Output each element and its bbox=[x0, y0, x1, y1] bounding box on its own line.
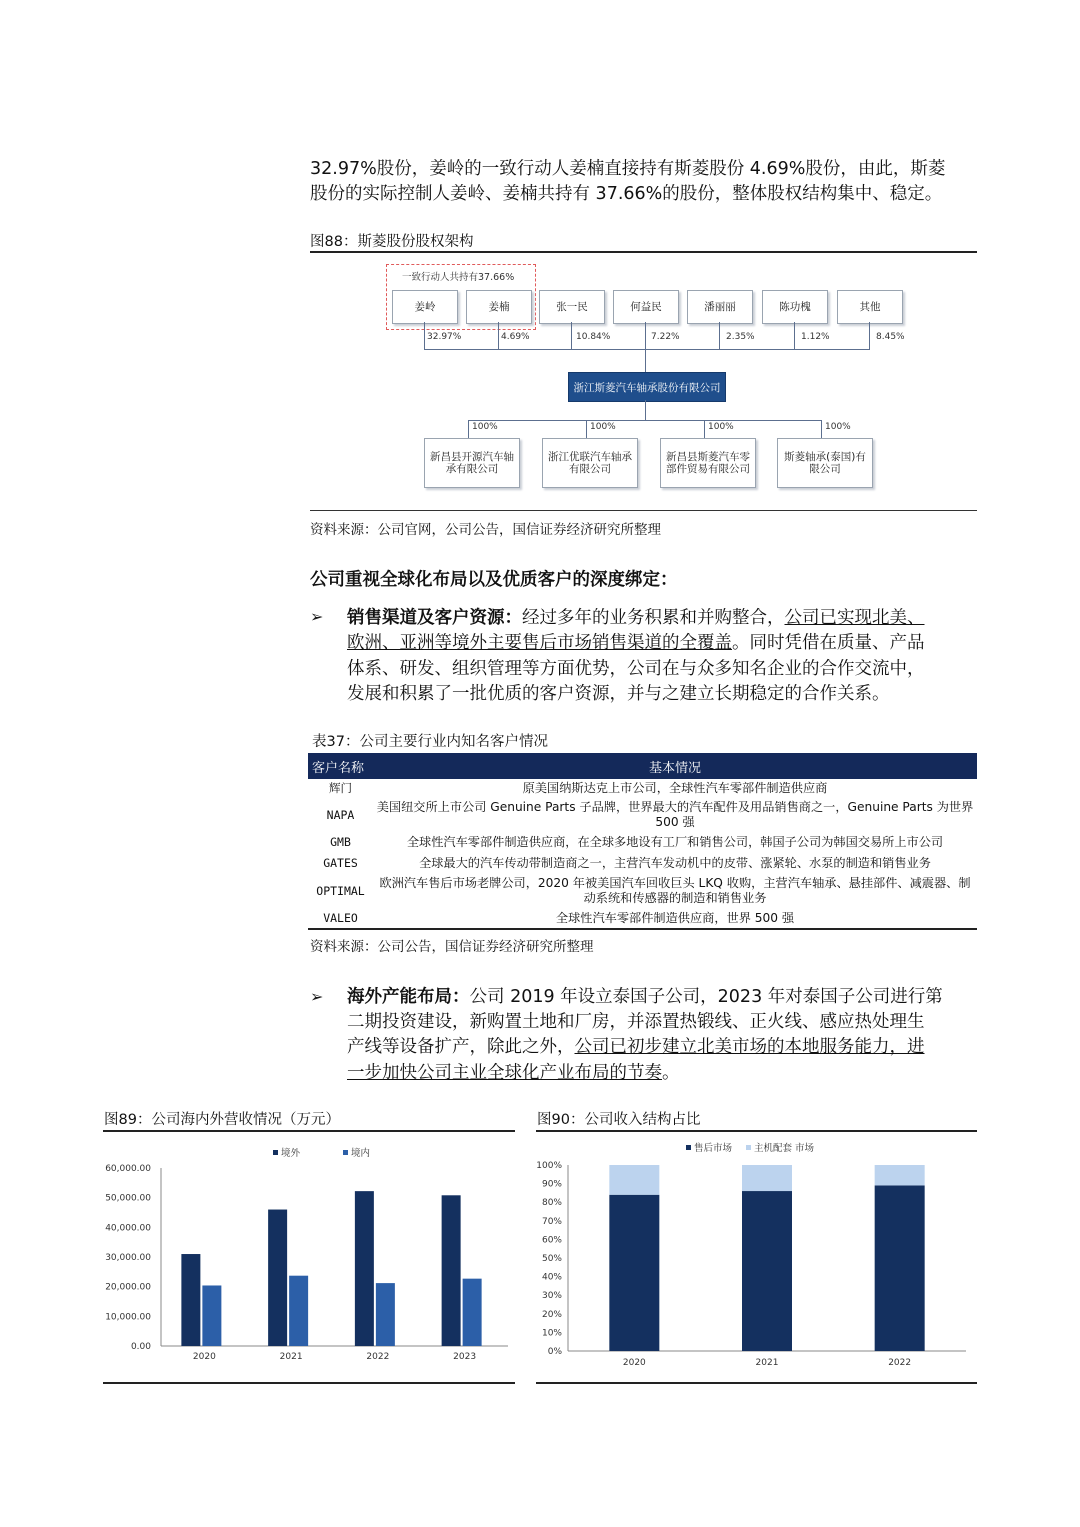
bullet1-line-3: 体系、研发、组织管理等方面优势，公司在与众多知名企业的合作交流中， bbox=[347, 659, 925, 679]
bullet-arrow-icon: ➢ bbox=[310, 987, 324, 1006]
y-tick-label: 40% bbox=[541, 1272, 562, 1283]
shareholder-name: 其他 bbox=[859, 301, 881, 313]
fig88-org-chart bbox=[310, 252, 977, 510]
table-row bbox=[308, 832, 977, 853]
concert-group-label: 一致行动人共持有37.66% bbox=[402, 272, 515, 283]
bar-售后市场 bbox=[742, 1191, 792, 1351]
shareholder-box bbox=[762, 290, 828, 324]
y-tick-label: 10% bbox=[541, 1328, 562, 1339]
x-tick-label: 2022 bbox=[366, 1352, 390, 1362]
connector-line bbox=[468, 420, 469, 438]
connector-line bbox=[869, 322, 870, 350]
legend-swatch bbox=[686, 1145, 691, 1150]
bullet1-text: 经过多年的业务积累和并购整合， bbox=[522, 608, 785, 628]
company-box bbox=[568, 372, 726, 402]
legend-label: 售后市场 bbox=[694, 1143, 733, 1154]
bullet2-title: 海外产能布局： bbox=[347, 987, 470, 1007]
legend-swatch bbox=[273, 1150, 278, 1155]
customer-name: GMB bbox=[330, 835, 351, 849]
shareholder-box bbox=[613, 290, 679, 324]
customer-info: 全球性汽车零部件制造供应商，世界 500 强 bbox=[555, 910, 795, 925]
bullet1-line-4: 发展和积累了一批优质的客户资源，并与之建立长期稳定的合作关系。 bbox=[347, 684, 890, 704]
connector-line bbox=[704, 420, 705, 438]
customer-name: 辉门 bbox=[329, 781, 352, 795]
bullet1-underline: 欧洲、亚洲等境外主要售后市场销售渠道的全覆盖 bbox=[347, 633, 732, 653]
shareholder-pct: 4.69% bbox=[501, 332, 530, 342]
subsidiary-box bbox=[660, 438, 756, 488]
legend-swatch bbox=[343, 1150, 348, 1155]
fig88-source: 资料来源：公司官网，公司公告，国信证券经济研究所整理 bbox=[310, 522, 661, 538]
y-tick-label: 50% bbox=[541, 1254, 562, 1264]
y-tick-label: 0.00 bbox=[130, 1342, 151, 1352]
table37-caption: 表37：公司主要行业内知名客户情况 bbox=[312, 734, 548, 750]
legend-label: 主机配套 市场 bbox=[754, 1143, 815, 1154]
fig90-caption: 图90：公司收入结构占比 bbox=[537, 1112, 701, 1128]
y-tick-label: 20% bbox=[541, 1309, 562, 1320]
bar-主机配套 市场 bbox=[875, 1165, 925, 1185]
table-row bbox=[308, 908, 977, 928]
connector-line bbox=[586, 420, 587, 438]
connector-line bbox=[468, 420, 822, 421]
bullet1-underline: 公司已实现北美、 bbox=[784, 608, 925, 628]
x-tick-label: 2020 bbox=[622, 1358, 646, 1368]
customer-info: 原美国纳斯达克上市公司，全球性汽车零部件制造供应商 bbox=[522, 781, 828, 795]
y-tick-label: 60% bbox=[541, 1235, 562, 1246]
connector-line bbox=[794, 322, 795, 350]
bullet1-title: 销售渠道及客户资源： bbox=[347, 608, 522, 628]
fig90-bottom-rule bbox=[536, 1382, 977, 1384]
bar-境外 bbox=[442, 1195, 461, 1346]
y-tick-label: 80% bbox=[541, 1198, 562, 1209]
shareholder-name: 潘丽丽 bbox=[704, 301, 736, 313]
shareholder-pct: 1.12% bbox=[801, 332, 830, 342]
subsidiary-pct: 100% bbox=[708, 422, 734, 432]
shareholder-name: 姜岭 bbox=[414, 301, 436, 313]
customer-name: NAPA bbox=[326, 807, 355, 822]
y-tick-label: 0% bbox=[547, 1347, 562, 1357]
bar-境内 bbox=[376, 1283, 395, 1346]
table-header-info: 基本情况 bbox=[373, 753, 977, 779]
bullet2-underline: 一步加快公司主业全球化产业布局的节奏 bbox=[347, 1063, 662, 1083]
bullet2-line-4 bbox=[347, 1060, 680, 1086]
connector-line bbox=[571, 322, 572, 350]
table-row bbox=[308, 779, 977, 798]
bar-售后市场 bbox=[875, 1185, 925, 1351]
shareholder-name: 何益民 bbox=[630, 301, 662, 313]
fig89-bottom-rule bbox=[103, 1382, 515, 1384]
intro-line-1: 32.97%股份，姜岭的一致行动人姜楠直接持有斯菱股份 4.69%股份，由此，斯菱 bbox=[310, 159, 946, 179]
bullet2-line-2: 二期投资建设，新购置土地和厂房，并添置热锻线、正火线、感应热处理生 bbox=[347, 1012, 925, 1032]
shareholder-box bbox=[392, 290, 458, 324]
table-row bbox=[308, 853, 977, 874]
shareholder-box bbox=[837, 290, 903, 324]
subsidiary-name: 浙江优联汽车轴承有限公司 bbox=[548, 451, 632, 475]
intro-line-2: 股份的实际控制人姜岭、姜楠共持有 37.66%的股份，整体股权结构集中、稳定。 bbox=[310, 184, 943, 204]
customer-table bbox=[308, 753, 977, 928]
subsidiary-box bbox=[542, 438, 638, 488]
x-tick-label: 2021 bbox=[279, 1352, 303, 1362]
connector-line bbox=[424, 322, 425, 350]
shareholder-pct: 8.45% bbox=[876, 332, 905, 342]
shareholder-box bbox=[539, 290, 605, 324]
customer-info: 全球性汽车零部件制造供应商，在全球多地设有工厂和销售公司，韩国子公司为韩国交易所上市公司 bbox=[406, 835, 944, 849]
connector-line bbox=[645, 349, 646, 372]
y-tick-label: 10,000.00 bbox=[105, 1312, 151, 1323]
legend-label: 境内 bbox=[351, 1148, 371, 1159]
bar-境内 bbox=[289, 1276, 308, 1346]
table37-bottom-rule bbox=[308, 928, 977, 930]
revenue-structure-chart bbox=[536, 1132, 977, 1382]
table37-source: 资料来源：公司公告，国信证券经济研究所整理 bbox=[310, 939, 594, 955]
bullet1-line-1 bbox=[347, 605, 925, 631]
bullet2-line-1 bbox=[347, 984, 943, 1010]
y-tick-label: 50,000.00 bbox=[105, 1193, 151, 1204]
shareholder-name: 姜楠 bbox=[488, 301, 510, 313]
bullet1-text: 。同时凭借在质量、产品 bbox=[732, 633, 925, 653]
legend-swatch bbox=[746, 1145, 751, 1150]
subsidiary-box bbox=[777, 438, 873, 488]
shareholder-box bbox=[466, 290, 532, 324]
bar-境外 bbox=[181, 1254, 200, 1346]
shareholder-box bbox=[687, 290, 753, 324]
bar-主机配套 市场 bbox=[609, 1165, 659, 1195]
section-heading: 公司重视全球化布局以及优质客户的深度绑定： bbox=[310, 570, 678, 590]
fig89-caption: 图89：公司海内外营收情况（万元） bbox=[104, 1112, 340, 1128]
legend-label: 境外 bbox=[281, 1148, 301, 1159]
bar-境内 bbox=[202, 1285, 221, 1346]
bar-境内 bbox=[463, 1279, 482, 1346]
x-tick-label: 2022 bbox=[888, 1358, 912, 1368]
table-row bbox=[308, 798, 977, 832]
subsidiary-name: 新昌县斯菱汽车零部件贸易有限公司 bbox=[666, 451, 750, 475]
bullet1-line-2 bbox=[347, 630, 925, 656]
shareholder-name: 陈功槐 bbox=[779, 301, 811, 313]
x-tick-label: 2021 bbox=[755, 1358, 779, 1368]
table-header-name: 客户名称 bbox=[308, 753, 373, 779]
shareholder-pct: 32.97% bbox=[427, 332, 462, 342]
shareholder-pct: 2.35% bbox=[726, 332, 755, 342]
bar-境外 bbox=[268, 1210, 287, 1346]
company-name: 浙江斯菱汽车轴承股份有限公司 bbox=[573, 381, 721, 394]
y-tick-label: 70% bbox=[541, 1216, 562, 1227]
y-tick-label: 30,000.00 bbox=[105, 1253, 151, 1263]
y-tick-label: 30% bbox=[541, 1291, 562, 1302]
bar-主机配套 市场 bbox=[742, 1165, 792, 1191]
shareholder-name: 张一民 bbox=[556, 301, 588, 313]
y-tick-label: 90% bbox=[541, 1179, 562, 1190]
subsidiary-pct: 100% bbox=[825, 422, 851, 432]
subsidiary-name: 斯菱轴承(泰国)有限公司 bbox=[784, 451, 866, 475]
customer-name: GATES bbox=[323, 856, 358, 870]
revenue-region-chart bbox=[103, 1132, 515, 1382]
table-row bbox=[308, 874, 977, 908]
bullet2-underline: 公司已初步建立北美市场的本地服务能力，进 bbox=[574, 1037, 925, 1057]
customer-name: VALEO bbox=[323, 910, 358, 925]
fig88-caption: 图88：斯菱股份股权架构 bbox=[310, 234, 474, 250]
fig88-bottom-rule bbox=[310, 510, 977, 511]
connector-line bbox=[645, 400, 646, 420]
bullet2-text: 公司 2019 年设立泰国子公司，2023 年对泰国子公司进行第 bbox=[469, 987, 943, 1007]
table-header-row bbox=[308, 753, 977, 779]
bar-售后市场 bbox=[609, 1195, 659, 1351]
bar-境外 bbox=[355, 1191, 374, 1346]
connector-line bbox=[821, 420, 822, 438]
x-tick-label: 2020 bbox=[192, 1352, 216, 1362]
y-tick-label: 60,000.00 bbox=[105, 1164, 151, 1174]
y-tick-label: 100% bbox=[536, 1161, 562, 1171]
bullet-arrow-icon: ➢ bbox=[310, 607, 324, 626]
y-tick-label: 40,000.00 bbox=[105, 1223, 151, 1234]
customer-name: OPTIMAL bbox=[316, 883, 365, 898]
customer-info: 欧洲汽车售后市场老牌公司，2020 年被美国汽车回收巨头 LKQ 收购，主营汽车轴承、悬挂部件、减震器、制动系统和传感器的制造和销售业务 bbox=[379, 876, 971, 905]
customer-info: 美国纽交所上市公司 Genuine Parts 子品牌，世界最大的汽车配件及用品销售商之一，Genuine Parts 为世界 500 强 bbox=[376, 800, 974, 829]
connector-line bbox=[719, 322, 720, 350]
y-tick-label: 20,000.00 bbox=[105, 1282, 151, 1293]
shareholder-pct: 10.84% bbox=[576, 332, 611, 342]
x-tick-label: 2023 bbox=[453, 1352, 477, 1362]
shareholder-pct: 7.22% bbox=[651, 332, 680, 342]
customer-info: 全球最大的汽车传动带制造商之一，主营汽车发动机中的皮带、涨紧轮、水泵的制造和销售业务 bbox=[419, 856, 931, 870]
subsidiary-name: 新昌县开源汽车轴承有限公司 bbox=[430, 451, 514, 475]
connector-line bbox=[424, 349, 870, 350]
connector-line bbox=[498, 322, 499, 350]
bullet2-line-3 bbox=[347, 1034, 925, 1060]
subsidiary-box bbox=[424, 438, 520, 488]
bullet2-text: 产线等设备扩产，除此之外， bbox=[347, 1037, 575, 1057]
bullet2-text: 。 bbox=[662, 1063, 680, 1083]
subsidiary-pct: 100% bbox=[590, 422, 616, 432]
subsidiary-pct: 100% bbox=[472, 422, 498, 432]
connector-line bbox=[645, 322, 646, 350]
